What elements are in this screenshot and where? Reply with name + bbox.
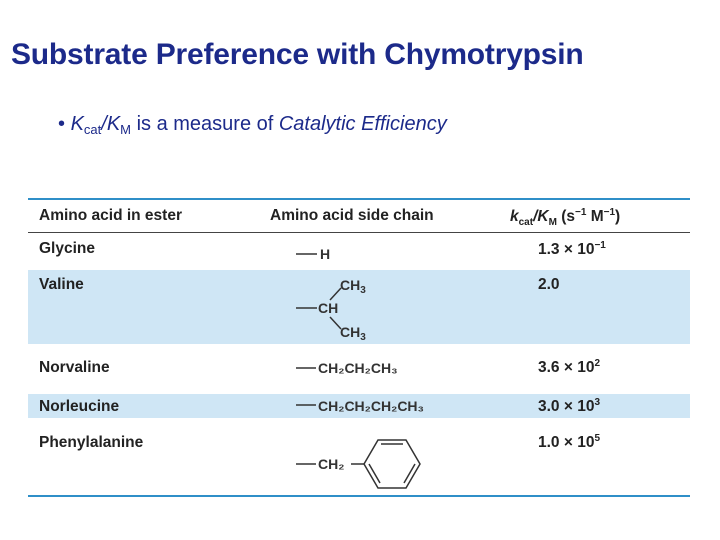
kcat-symbol: K <box>70 113 84 135</box>
benzene-double-bond-3 <box>369 464 380 483</box>
bullet-kcat-km <box>58 113 447 137</box>
km-subscript: M <box>120 122 132 137</box>
row-name-norleucine: Norleucine <box>39 398 120 415</box>
valine-bond-up <box>330 288 341 300</box>
row-name-phenylalanine: Phenylalanine <box>39 434 144 451</box>
value-norvaline-exp: 2 <box>594 358 601 369</box>
side-chain-valine-top-text: CH <box>340 277 361 293</box>
side-chain-valine-bottom-sub: 3 <box>360 332 366 343</box>
value-phenylalanine-exp: 5 <box>594 433 601 444</box>
bullet-mark: • <box>58 113 66 135</box>
header-exp1: −1 <box>575 207 587 218</box>
header-m-sub: M <box>548 217 557 229</box>
substrate-table <box>28 198 690 498</box>
row-name-norvaline: Norvaline <box>39 359 110 376</box>
bullet-emphasis: Catalytic Efficiency <box>278 113 447 135</box>
side-chain-valine-mid-text: CH <box>318 300 339 316</box>
header-cat-sub: cat <box>518 217 534 229</box>
value-norvaline-base: 3.6 × 10 <box>538 359 595 376</box>
km-symbol: /K <box>101 113 121 135</box>
value-valine-text: 2.0 <box>538 276 560 293</box>
header-units-open: (s <box>556 208 576 225</box>
value-norleucine-exp: 3 <box>594 397 601 408</box>
benzene-ring <box>364 440 420 488</box>
header-slash-k: /K <box>533 208 549 225</box>
side-chain-norleucine: CH₂CH₂CH₂CH₃ <box>318 398 425 414</box>
bullet-text: is a measure of <box>131 113 279 135</box>
valine-bond-down <box>330 317 341 329</box>
header-exp2: −1 <box>603 207 616 218</box>
header-units-mid: M <box>586 208 604 225</box>
header-k: k <box>510 208 519 225</box>
header-amino-acid-ester: Amino acid in ester <box>39 207 182 224</box>
value-norleucine-base: 3.0 × 10 <box>538 398 595 415</box>
side-chain-glycine: H <box>320 246 331 262</box>
slide-title: Substrate Preference with Chymotrypsin <box>11 38 584 71</box>
value-glycine-base: 1.3 × 10 <box>538 241 595 258</box>
side-chain-norvaline: CH₂CH₂CH₃ <box>318 360 398 376</box>
kcat-subscript: cat <box>83 122 102 137</box>
benzene-double-bond-2 <box>404 464 415 483</box>
side-chain-valine-top-sub: 3 <box>360 285 366 296</box>
row-name-valine-text: Valine <box>39 276 84 293</box>
row-name-glycine: Glycine <box>39 240 95 257</box>
value-glycine-exp: −1 <box>594 240 606 251</box>
side-chain-phenylalanine: CH₂ <box>318 456 345 472</box>
side-chain-bonds <box>28 198 690 498</box>
value-phenylalanine-base: 1.0 × 10 <box>538 434 595 451</box>
header-side-chain: Amino acid side chain <box>270 207 434 224</box>
side-chain-valine-bottom-text: CH <box>340 324 361 340</box>
header-units-close: ) <box>615 208 621 225</box>
